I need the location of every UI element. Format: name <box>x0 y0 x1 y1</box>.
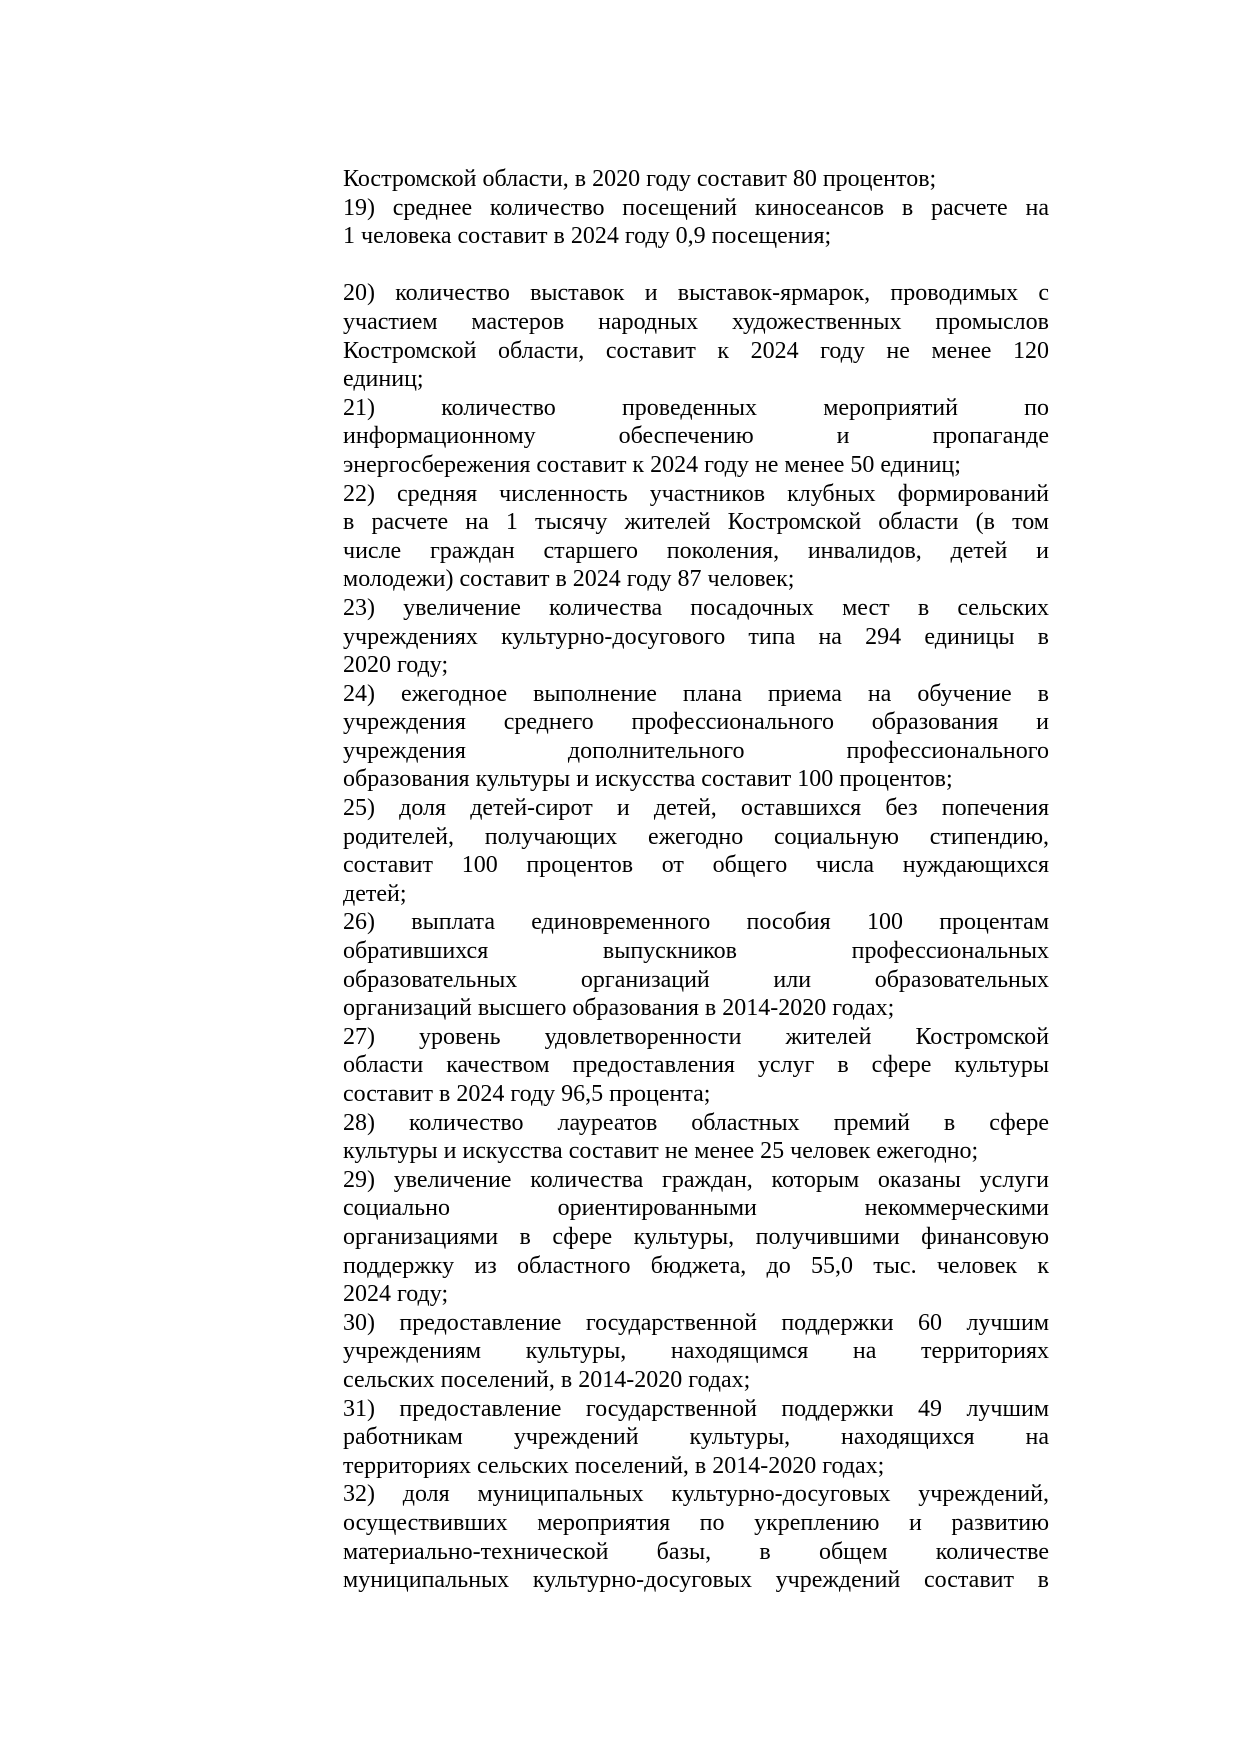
item-31-line: 31) предоставление государственной поддержки 49 лучшим <box>343 1395 1049 1422</box>
item-25-line: родителей, получающих ежегодно социальную стипендию, <box>343 823 1049 850</box>
item-32-line: осуществивших мероприятия по укреплению и развитию <box>343 1509 1049 1536</box>
item-31-line: работникам учреждений культуры, находящихся на <box>343 1424 1049 1451</box>
item-31-line: территориях сельских поселений, в 2014-2020 годах; <box>343 1452 885 1479</box>
item-19-line: 1 человека составит в 2024 году 0,9 посещения; <box>343 223 832 250</box>
item-23-line: 2020 году; <box>343 652 449 679</box>
item-22-line: в расчете на 1 тысячу жителей Костромской области (в том <box>343 509 1049 536</box>
item-32-line: материально-технической базы, в общем количестве <box>343 1538 1049 1565</box>
item-24-line: учреждения дополнительного профессионального <box>343 737 1049 764</box>
item-26-line: обратившихся выпускников профессиональных <box>343 938 1049 965</box>
item-26-line: образовательных организаций или образовательных <box>343 966 1049 993</box>
item-22-line: числе граждан старшего поколения, инвалидов, детей и <box>343 537 1049 564</box>
blank-line <box>343 251 1049 280</box>
text-block <box>343 165 1049 1595</box>
item-26-line: организаций высшего образования в 2014-2020 годах; <box>343 995 895 1022</box>
item-28-line: культуры и искусства составит не менее 25 человек ежегодно; <box>343 1138 979 1165</box>
text-line: Костромской области, в 2020 году составит 80 процентов; <box>343 166 937 192</box>
item-29-line: социально ориентированными некоммерческими <box>343 1195 1049 1222</box>
item-29-line: 29) увеличение количества граждан, которым оказаны услуги <box>343 1166 1049 1193</box>
item-22-line: 22) средняя численность участников клубных формирований <box>343 480 1049 507</box>
item-28-line: 28) количество лауреатов областных премий в сфере <box>343 1109 1049 1136</box>
item-20-line: Костромской области, составит к 2024 году не менее 120 <box>343 337 1049 364</box>
item-32-line: 32) доля муниципальных культурно-досуговых учреждений, <box>343 1481 1049 1508</box>
item-24-line: учреждения среднего профессионального образования и <box>343 709 1049 736</box>
item-22-line: молодежи) составит в 2024 году 87 человек; <box>343 566 795 593</box>
item-27-line: составит в 2024 году 96,5 процента; <box>343 1081 711 1107</box>
item-26-line: 26) выплата единовременного пособия 100 процентам <box>343 909 1049 936</box>
item-21-line: 21) количество проведенных мероприятий по <box>343 394 1049 421</box>
item-29-line: поддержку из областного бюджета, до 55,0 тыс. человек к <box>343 1252 1049 1279</box>
item-23-line: учреждениях культурно-досугового типа на 294 единицы в <box>343 623 1049 650</box>
item-25-line: детей; <box>343 880 407 907</box>
item-27-line: 27) уровень удовлетворенности жителей Костромской <box>343 1023 1049 1050</box>
item-24-line: образования культуры и искусства составит 100 процентов; <box>343 766 953 793</box>
item-29-line: 2024 году; <box>343 1281 449 1308</box>
item-30-line: 30) предоставление государственной поддержки 60 лучшим <box>343 1309 1049 1336</box>
item-32-line: муниципальных культурно-досуговых учреждений составит в <box>343 1567 1049 1594</box>
item-30-line: учреждениям культуры, находящимся на территориях <box>343 1338 1049 1365</box>
item-27-line: области качеством предоставления услуг в сфере культуры <box>343 1052 1049 1079</box>
item-21-line: энергосбережения составит к 2024 году не менее 50 единиц; <box>343 451 961 478</box>
item-19-line: 19) среднее количество посещений киносеансов в расчете на <box>343 194 1049 221</box>
item-25-line: 25) доля детей-сирот и детей, оставшихся без попечения <box>343 795 1049 822</box>
item-25-line: составит 100 процентов от общего числа нуждающихся <box>343 852 1049 879</box>
item-29-line: организациями в сфере культуры, получившими финансовую <box>343 1223 1049 1250</box>
item-20-line: 20) количество выставок и выставок-ярмарок, проводимых с <box>343 280 1049 307</box>
item-23-line: 23) увеличение количества посадочных мест в сельских <box>343 594 1049 621</box>
item-20-line: участием мастеров народных художественных промыслов <box>343 308 1049 335</box>
item-24-line: 24) ежегодное выполнение плана приема на обучение в <box>343 680 1049 707</box>
item-30-line: сельских поселений, в 2014-2020 годах; <box>343 1366 751 1393</box>
item-21-line: информационному обеспечению и пропаганде <box>343 423 1049 450</box>
item-20-line: единиц; <box>343 366 424 393</box>
